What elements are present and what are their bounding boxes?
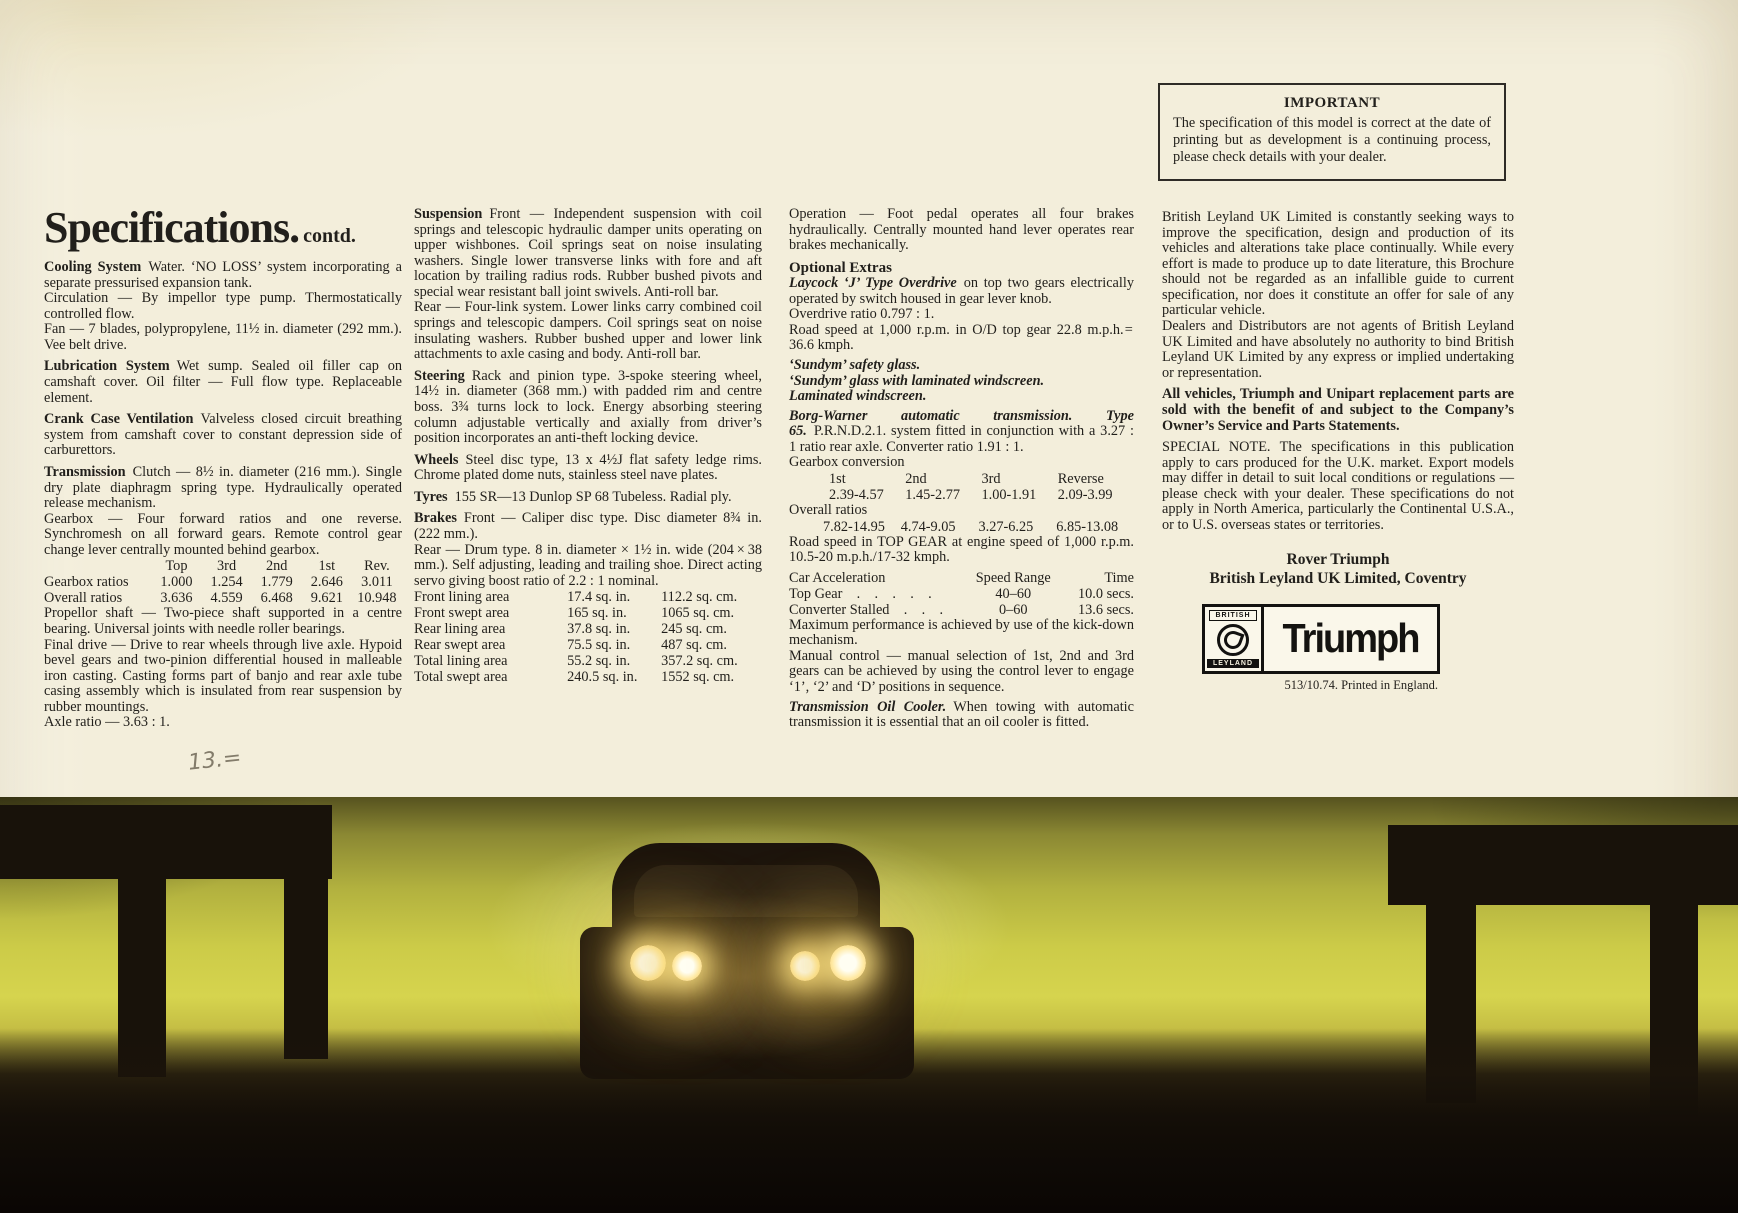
spec-lead: Cooling System xyxy=(44,259,142,275)
legal-improvement-notice xyxy=(1162,210,1514,319)
cell: 37.8 sq. in. xyxy=(567,621,631,638)
cell: 10.948 xyxy=(357,590,397,607)
spec-lead: Steering xyxy=(414,367,465,384)
cell: 1.779 xyxy=(260,574,293,591)
cell: 55.2 sq. in. xyxy=(567,653,631,670)
spec-suspension-rear xyxy=(414,300,762,362)
table-row xyxy=(789,602,1134,618)
spec-overdrive xyxy=(789,276,1134,307)
gearbox-conversion-label: Gearbox conversion xyxy=(789,454,905,471)
cell: 7.82-14.95 xyxy=(823,518,885,535)
spec-text: Road speed at 1,000 r.p.m. in O/D top gear 22.8 m.p.h. = 36.6 kmph. xyxy=(789,321,1134,354)
spec-steering xyxy=(414,369,762,447)
cell: 1.000 xyxy=(160,574,193,591)
headlight-haze xyxy=(530,862,960,1092)
spec-text: Propellor shaft — Two-piece shaft supported in a centre bearing. Universal joints with needle roller bearings. xyxy=(44,605,402,637)
spec-text: Axle ratio — 3.63 : 1. xyxy=(44,714,170,731)
spec-circulation xyxy=(44,291,402,322)
cell: 3rd xyxy=(981,471,1001,488)
spec-lead: Crank Case Ventilation xyxy=(44,411,194,428)
spec-lead: Lubrication System xyxy=(44,358,170,375)
cell: 1st xyxy=(318,558,336,575)
optional-extras-heading: Optional Extras xyxy=(789,259,892,276)
cell: Front lining area xyxy=(414,589,510,606)
cell xyxy=(44,558,151,574)
spec-propellor-shaft xyxy=(44,606,402,637)
cell: 2nd xyxy=(265,558,288,575)
badge-british-label: BRITISH xyxy=(1209,610,1257,621)
cell: 10.0 secs. xyxy=(1078,585,1134,602)
signature-block xyxy=(1162,550,1514,589)
cell: Converter Stalled . . . xyxy=(789,601,944,618)
spec-lead: Laycock ‘J’ Type Overdrive xyxy=(789,275,957,292)
cell: 75.5 sq. in. xyxy=(567,637,631,654)
spec-text: Front — Independent suspension with coil springs and telescopic hydraulic damper units operating on upper wishbones. Coil springs seat on noise insulating washers. Single lower transverse links with fore and aft location by trailing radius rods. Rubber bushed pivots and special wear resistant ball joint swivels. Anti-roll bar. xyxy=(414,206,762,300)
cell: 3.636 xyxy=(160,590,193,607)
spec-text: Circulation — By impellor type pump. Thermostatically controlled flow. xyxy=(44,290,402,322)
cell: Time xyxy=(1104,569,1134,586)
cell: 1552 sq. cm. xyxy=(661,669,735,686)
handwritten-mark: 13.= xyxy=(186,745,243,776)
spec-crankcase-ventilation xyxy=(44,412,402,459)
spec-text: Rear — Drum type. 8 in. diameter × 1½ in. wide (204 × 38 mm.). Self adjusting, leading and trailing shoe. Direct acting servo giving boost ratio of 2.2 : 1 nominal. xyxy=(414,541,762,589)
cell: 13.6 secs. xyxy=(1078,601,1134,618)
cell: 240.5 sq. in. xyxy=(567,669,638,686)
spec-text: Rear — Four-link system. Lower links carry combined coil springs and telescopic dampers. Coil springs seat on noise insulating washers. Rubber bushed upper and lower link attachments to axle casing and body. Anti-roll bar. xyxy=(414,299,762,363)
important-body: The specification of this model is correct at the date of printing but as development is a continuing process, please check details with your dealer. xyxy=(1173,115,1491,166)
spec-lead: Wheels xyxy=(414,451,459,468)
gearbox-conversion-table xyxy=(829,471,1134,503)
gearbox-ratios-table xyxy=(44,558,402,606)
spec-text: on top two gears electrically operated by switch housed in gear lever knob. xyxy=(789,275,1134,307)
cell: 112.2 sq. cm. xyxy=(661,589,738,606)
spec-text: Water. ‘NO LOSS’ system incorporating a separate pressurised expansion tank. xyxy=(44,259,402,291)
column-suspension-brakes xyxy=(414,207,762,685)
overall-ratios-table xyxy=(823,519,1134,535)
british-leyland-roundel-icon xyxy=(1217,624,1249,656)
spec-lead: Tyres xyxy=(414,488,448,505)
spec-sundym-glass: ‘Sundym’ safety glass. xyxy=(789,356,921,373)
table-header-row xyxy=(44,558,402,574)
important-title: IMPORTANT xyxy=(1283,95,1381,111)
table-row xyxy=(414,621,762,637)
legal-special-note xyxy=(1162,440,1514,533)
spec-text: Road speed in TOP GEAR at engine speed of 1,000 r.p.m. 10.5-20 m.p.h./17-32 kmph. xyxy=(789,533,1134,566)
spec-axle-ratio xyxy=(44,715,402,731)
cell: Rear swept area xyxy=(414,637,506,654)
overall-ratios-label: Overall ratios xyxy=(789,502,868,519)
acceleration-table xyxy=(789,570,1134,618)
spec-brake-operation xyxy=(789,207,1134,254)
spec-lead: Transmission Oil Cooler. xyxy=(789,698,947,715)
legal-dealers-notice xyxy=(1162,319,1514,381)
cell: 1.254 xyxy=(210,574,243,591)
dusk-car-photo xyxy=(0,797,1738,1213)
column-optional-extras xyxy=(789,207,1134,731)
legal-text: Dealers and Distributors are not agents of British Leyland UK Limited and have absolutely no authority to bind British Leyland UK Limited by any express or implied undertaking or representation. xyxy=(1162,318,1514,381)
column-legal xyxy=(1162,210,1514,693)
spec-road-speed-top-gear xyxy=(789,535,1134,566)
headlight-left-outer xyxy=(630,945,666,981)
cell: Speed Range xyxy=(975,569,1051,586)
spec-sundym-laminated: ‘Sundym’ glass with laminated windscreen. xyxy=(789,372,1045,389)
triumph-logo-block xyxy=(1202,604,1440,693)
spec-text: Final drive — Drive to rear wheels through live axle. Hypoid bevel gears and two-pinion differential housed in malleable iron casting. Casting forms part of banjo and rear axle tube casing assembly which is insulated from rear suspension by rubber mountings. xyxy=(44,636,402,715)
spec-wheels xyxy=(414,453,762,484)
spec-text: 155 SR—13 Dunlop SP 68 Tubeless. Radial ply. xyxy=(454,488,732,505)
cell: 17.4 sq. in. xyxy=(567,589,631,606)
spec-text: Fan — 7 blades, polypropylene, 11½ in. diameter (292 mm.). Vee belt drive. xyxy=(44,321,402,353)
cell: 4.559 xyxy=(210,590,243,607)
spec-cooling-system xyxy=(44,260,402,291)
cell: 6.468 xyxy=(260,590,293,607)
spec-text: P.R.N.D.2.1. system fitted in conjunction with a 3.27 : 1 ratio rear axle. Converter ratio 1.91 : 1. xyxy=(789,423,1134,455)
spec-text: Gearbox — Four forward ratios and one reverse. Synchromesh on all forward gears. Remote control gear change lever centrally mounted behind gearbox. xyxy=(44,510,402,558)
cell: Total swept area xyxy=(414,669,508,686)
cell: 4.74-9.05 xyxy=(900,518,956,535)
spec-overdrive-ratio xyxy=(789,307,1134,323)
spec-text: Manual control — manual selection of 1st, 2nd and 3rd gears can be achieved by using the control lever to engage ‘1’, ‘2’ and ‘D’ positions in sequence. xyxy=(789,647,1134,696)
cell: 1065 sq. cm. xyxy=(661,605,735,622)
legal-text: SPECIAL NOTE. The specifications in this publication apply to cars produced for the U.K. market. Export models may differ in detail to suit local conditions or regulations — please check with your dealer. These specifications do not apply in North America, particularly the Continental U.S.A., or to U.S. overseas states or territories. xyxy=(1162,439,1514,533)
cell: 357.2 sq. cm. xyxy=(661,653,738,670)
cell: Rear lining area xyxy=(414,621,506,638)
table-row xyxy=(829,487,1134,503)
cell: 2.646 xyxy=(310,574,343,591)
important-notice-box xyxy=(1158,83,1506,181)
spec-final-drive xyxy=(44,638,402,716)
spec-lead: Transmission xyxy=(44,463,126,480)
spec-text: Rack and pinion type. 3-spoke steering wheel, 14½ in. diameter (368 mm.) with padded rim and centre boss. 3¾ turns lock to lock. Energy absorbing steering column adjustable vertically and axially from driver’s position incorporates an anti-theft locking device. xyxy=(414,367,762,447)
cell: 2nd xyxy=(905,471,927,488)
spec-lead: Borg-Warner automatic transmission. Type 65. xyxy=(789,407,1134,440)
cell: 3rd xyxy=(217,558,237,575)
cell: 1.00-1.91 xyxy=(981,487,1037,504)
cell: 3.011 xyxy=(361,574,393,591)
cell: 6.85-13.08 xyxy=(1056,518,1119,535)
cell: Front swept area xyxy=(414,605,510,622)
brake-areas-table xyxy=(414,589,762,685)
cell: 245 sq. cm. xyxy=(661,621,727,638)
cell: Gearbox ratios xyxy=(44,574,129,591)
page-title-suffix: contd. xyxy=(303,225,356,247)
table-row xyxy=(414,653,762,669)
cell: Total lining area xyxy=(414,653,508,670)
cell: 0–60 xyxy=(998,601,1028,618)
spec-text: Steel disc type, 13 x 4½J flat safety ledge rims. Chrome plated dome nuts, stainless steel nave plates. xyxy=(414,451,762,484)
signature-line-2: British Leyland UK Limited, Coventry xyxy=(1209,569,1467,587)
table-row xyxy=(789,586,1134,602)
cell: Overall ratios xyxy=(44,590,123,607)
gantry-left xyxy=(0,805,332,879)
cell: 1st xyxy=(829,471,846,488)
spec-lead: Brakes xyxy=(414,510,457,527)
legal-text: British Leyland UK Limited is constantly seeking ways to improve the specification, design and production of its vehicles and alterations take place continually. While every effort is made to produce up to date literature, this Brochure should not be regarded as an infallible guide to current specification, nor does it constitute an offer for sale of any particular vehicle. xyxy=(1162,209,1514,319)
spec-text: Operation — Foot pedal operates all four brakes hydraulically. Centrally mounted hand lever operates rear brakes mechanically. xyxy=(789,206,1134,254)
table-row xyxy=(414,589,762,605)
spec-laminated-windscreen: Laminated windscreen. xyxy=(789,388,927,405)
spec-tyres xyxy=(414,490,762,506)
table-row xyxy=(414,669,762,685)
table-header-row xyxy=(789,570,1134,586)
spec-text: Front — Caliper disc type. Disc diameter 8¾ in. (222 mm.). xyxy=(414,510,762,542)
spec-text: When towing with automatic transmission it is essential that an oil cooler is fitted. xyxy=(789,698,1134,731)
triumph-wordmark: Triumph xyxy=(1282,616,1419,662)
cell: 40–60 xyxy=(995,585,1032,602)
spec-brakes-front xyxy=(414,511,762,542)
page-title xyxy=(44,203,402,252)
page-title-main: Specifications. xyxy=(44,203,300,252)
spec-text: Wet sump. Sealed oil filler cap on camshaft cover. Oil filter — Full flow type. Replaceable element. xyxy=(44,358,402,406)
print-code: 513/10.74. Printed in England. xyxy=(1284,678,1438,693)
spec-lubrication xyxy=(44,359,402,406)
spec-transmission xyxy=(44,465,402,512)
spec-brakes-rear xyxy=(414,543,762,590)
cell: Top xyxy=(165,558,188,575)
spec-text: Overdrive ratio 0.797 : 1. xyxy=(789,306,935,323)
spec-oil-cooler xyxy=(789,700,1134,731)
badge-leyland-label: LEYLAND xyxy=(1207,659,1259,668)
spec-text: Valveless closed circuit breathing system from camshaft cover to constant depression side of carburettors. xyxy=(44,411,402,459)
cell: Reverse xyxy=(1057,471,1104,488)
table-row xyxy=(414,637,762,653)
column-specifications xyxy=(44,203,402,731)
table-row xyxy=(823,519,1134,535)
table-row xyxy=(44,574,402,590)
table-header-row xyxy=(829,471,1134,487)
cell: 1.45-2.77 xyxy=(905,487,961,504)
spec-kickdown xyxy=(789,618,1134,649)
cell: Car Acceleration xyxy=(789,569,886,586)
headlight-left-inner xyxy=(672,951,702,981)
headlight-right-outer xyxy=(830,945,866,981)
triumph-logo xyxy=(1202,604,1440,674)
cell: 3.27-6.25 xyxy=(978,518,1034,535)
gantry-right xyxy=(1388,825,1738,905)
table-row xyxy=(414,605,762,621)
cell: 487 sq. cm. xyxy=(661,637,727,654)
cell: 2.39-4.57 xyxy=(829,487,884,504)
cell: Rev. xyxy=(364,558,390,575)
spec-manual-control xyxy=(789,649,1134,696)
legal-parts-statement: All vehicles, Triumph and Unipart replacement parts are sold with the benefit of and subject to the Company’s Owner’s Service and Parts Statements. xyxy=(1162,386,1514,434)
spec-borg-warner xyxy=(789,409,1134,456)
cell: 165 sq. in. xyxy=(567,605,627,622)
spec-text: Clutch — 8½ in. diameter (216 mm.). Single dry plate diaphragm spring type. Hydraulically operated release mechanism. xyxy=(44,463,402,512)
cell: 2.09-3.99 xyxy=(1057,487,1113,504)
spec-text: Maximum performance is achieved by use of the kick-down mechanism. xyxy=(789,616,1134,649)
spec-suspension-front xyxy=(414,207,762,300)
spec-road-speed-od xyxy=(789,323,1134,354)
spec-gearbox xyxy=(44,512,402,559)
signature-line-1: Rover Triumph xyxy=(1286,550,1390,568)
spec-fan xyxy=(44,322,402,353)
british-leyland-badge xyxy=(1205,607,1264,671)
headlight-right-inner xyxy=(790,951,820,981)
cell: 9.621 xyxy=(310,590,343,607)
table-row xyxy=(44,590,402,606)
spec-lead: Suspension xyxy=(414,206,483,222)
cell: Top Gear . . . . . xyxy=(789,585,932,602)
